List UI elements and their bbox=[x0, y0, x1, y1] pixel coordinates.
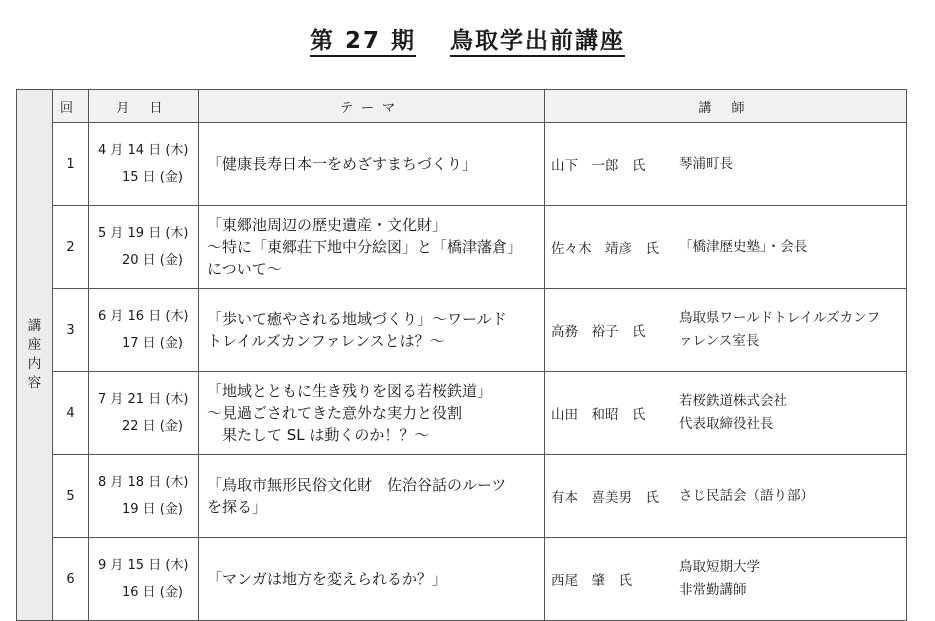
theme-line: ～見過ごされてきた意外な実力と役割 bbox=[207, 404, 463, 422]
affiliation-line: 「橋津歴史塾」・会長 bbox=[679, 238, 808, 255]
lecturer-affiliation bbox=[679, 485, 900, 508]
affiliation-line: ァレンス室長 bbox=[679, 333, 760, 349]
table-row bbox=[17, 372, 907, 455]
row-lecturer bbox=[545, 455, 907, 538]
date-first: 4 月 14 日 (木) bbox=[98, 143, 189, 158]
title-term: 第 27 期 bbox=[310, 28, 416, 57]
row-date bbox=[89, 206, 199, 289]
table-row bbox=[17, 538, 907, 621]
page-title bbox=[0, 22, 935, 55]
row-date bbox=[89, 123, 199, 206]
affiliation-line: 代表取締役社長 bbox=[679, 416, 774, 432]
theme-line: トレイルズカンファレンスとは？～ bbox=[207, 332, 445, 350]
row-date bbox=[89, 289, 199, 372]
date-first: 8 月 18 日 (木) bbox=[98, 475, 189, 490]
side-char: 内 bbox=[27, 356, 42, 372]
theme-line: 「東郷池周辺の歴史遺産・文化財」 bbox=[207, 216, 448, 234]
row-lecturer bbox=[545, 289, 907, 372]
theme-line: 「マンガは地方を変えられるか？」 bbox=[207, 570, 448, 588]
lecturer-affiliation bbox=[679, 153, 900, 176]
affiliation-line: 若桜鉄道株式会社 bbox=[679, 393, 787, 409]
side-label bbox=[28, 317, 42, 393]
date-second: 19 日 (金) bbox=[122, 502, 183, 517]
lecturer-affiliation bbox=[679, 307, 900, 353]
lecturer-name: 西尾 肇 氏 bbox=[551, 573, 632, 589]
table-row bbox=[17, 289, 907, 372]
lecturer-affiliation bbox=[679, 556, 900, 602]
lecturer-affiliation bbox=[679, 236, 900, 259]
lecturer-name: 山田 和昭 氏 bbox=[551, 407, 646, 423]
row-date bbox=[89, 538, 199, 621]
date-first: 6 月 16 日 (木) bbox=[98, 309, 189, 324]
side-char: 講 bbox=[27, 318, 42, 334]
theme-line: について～ bbox=[207, 260, 282, 278]
row-theme bbox=[199, 372, 545, 455]
row-lecturer bbox=[545, 123, 907, 206]
lecturer-name: 高務 裕子 氏 bbox=[551, 324, 646, 340]
title-name: 鳥取学出前講座 bbox=[450, 28, 625, 57]
affiliation-line: さじ民話会（語り部） bbox=[679, 487, 814, 504]
date-first: 5 月 19 日 (木) bbox=[98, 226, 189, 241]
date-first: 7 月 21 日 (木) bbox=[98, 392, 189, 407]
header-theme: テーマ bbox=[199, 90, 545, 123]
row-number: 3 bbox=[53, 289, 89, 372]
theme-line: ～特に「東郷荘下地中分絵図」と「橋津藩倉」 bbox=[207, 238, 523, 256]
table-row bbox=[17, 455, 907, 538]
side-char: 座 bbox=[27, 337, 42, 353]
header-no: 回 bbox=[53, 90, 89, 123]
theme-line: 「地域とともに生き残りを図る若桜鉄道」 bbox=[207, 382, 493, 400]
row-theme bbox=[199, 455, 545, 538]
lecturer-name: 山下 一郎 氏 bbox=[551, 158, 646, 174]
row-number: 2 bbox=[53, 206, 89, 289]
row-theme bbox=[199, 538, 545, 621]
lecture-schedule-table bbox=[16, 89, 907, 621]
row-lecturer bbox=[545, 372, 907, 455]
lecturer-name: 佐々木 靖彦 氏 bbox=[551, 241, 659, 257]
row-number: 5 bbox=[53, 455, 89, 538]
row-number: 6 bbox=[53, 538, 89, 621]
row-theme bbox=[199, 206, 545, 289]
date-first: 9 月 15 日 (木) bbox=[98, 558, 189, 573]
date-second: 15 日 (金) bbox=[122, 170, 183, 185]
theme-line: 「健康長寿日本一をめざすまちづくり」 bbox=[207, 155, 477, 173]
affiliation-line: 琴浦町長 bbox=[679, 155, 733, 172]
header-date: 月 日 bbox=[89, 90, 199, 123]
theme-line: 果たして SL は動くのか！？～ bbox=[207, 426, 430, 444]
row-date bbox=[89, 455, 199, 538]
table-row bbox=[17, 206, 907, 289]
affiliation-line: 鳥取県ワールドトレイルズカンフ bbox=[679, 310, 881, 326]
side-label-cell bbox=[17, 90, 53, 621]
theme-line: 「鳥取市無形民俗文化財 佐治谷話のルーツ bbox=[207, 476, 507, 494]
affiliation-line: 非常勤講師 bbox=[679, 582, 747, 598]
row-lecturer bbox=[545, 538, 907, 621]
date-second: 22 日 (金) bbox=[122, 419, 183, 434]
date-second: 20 日 (金) bbox=[122, 253, 183, 268]
date-second: 16 日 (金) bbox=[122, 585, 183, 600]
header-lecturer: 講 師 bbox=[545, 90, 907, 123]
theme-line: を探る」 bbox=[207, 498, 268, 516]
date-second: 17 日 (金) bbox=[122, 336, 183, 351]
lecturer-affiliation bbox=[679, 390, 900, 436]
lecturer-name: 有本 喜美男 氏 bbox=[551, 490, 659, 506]
row-date bbox=[89, 372, 199, 455]
row-theme bbox=[199, 289, 545, 372]
title-gap bbox=[416, 47, 450, 48]
side-char: 容 bbox=[27, 375, 42, 391]
row-lecturer bbox=[545, 206, 907, 289]
row-number: 4 bbox=[53, 372, 89, 455]
affiliation-line: 鳥取短期大学 bbox=[679, 559, 760, 575]
row-number: 1 bbox=[53, 123, 89, 206]
header-row bbox=[17, 90, 907, 123]
row-theme bbox=[199, 123, 545, 206]
theme-line: 「歩いて癒やされる地域づくり」～ワールド bbox=[207, 310, 507, 328]
table-row bbox=[17, 123, 907, 206]
